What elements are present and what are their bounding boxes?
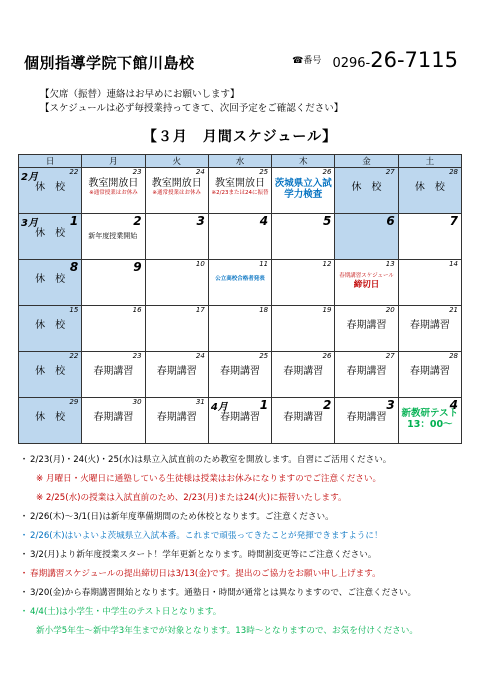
event-text: 休 校 [351, 182, 382, 193]
bullet-mark: ・ [19, 607, 29, 617]
event-text: 公立高校合格者発表 [215, 276, 265, 282]
calendar-day-cell [398, 214, 461, 260]
event-text: 春期講習 [346, 366, 387, 377]
calendar-day-cell [398, 352, 461, 398]
announcement-item [18, 527, 466, 546]
school-name: 個別指導学院下館川島校 [24, 54, 195, 72]
announcement-item [18, 546, 466, 565]
monthly-calendar [18, 154, 462, 444]
day-number: 29 [69, 398, 79, 406]
event-text: 教室開放日 [151, 178, 202, 189]
event-text: 学力検査 [284, 189, 323, 200]
event-text: 春期講習 [156, 366, 197, 377]
day-number: 21 [449, 306, 458, 314]
day-number: 27 [385, 168, 395, 176]
notice-block [40, 88, 343, 116]
calendar-day-cell [19, 398, 82, 444]
announcement-item [18, 489, 466, 508]
event-text: 春期講習 [156, 412, 197, 423]
day-number: 13 [385, 260, 395, 268]
weekday-header-row [19, 155, 462, 168]
phone-area-code: 0296- [332, 56, 371, 71]
day-number: 17 [195, 306, 205, 314]
calendar-day-cell [208, 306, 271, 352]
event-text: 春期講習 [93, 366, 134, 377]
day-number: 23 [132, 168, 142, 176]
event-text: 休 校 [35, 228, 66, 239]
day-number: 27 [385, 352, 395, 360]
calendar-body [19, 168, 462, 444]
day-number: 9 [133, 260, 142, 274]
announcement-text: 4/4(土)は小学生・中学生のテスト日となります。 [30, 607, 222, 617]
event-text: 休 校 [35, 366, 66, 377]
bullet-mark: ・ [19, 588, 29, 598]
day-number: 28 [449, 352, 458, 360]
calendar-day-cell [19, 214, 82, 260]
event-text: ※通常授業はお休み [152, 190, 201, 196]
calendar-day-cell [272, 306, 335, 352]
event-text: 締切日 [353, 280, 380, 290]
calendar-day-cell [335, 398, 398, 444]
day-number: 1 [259, 398, 269, 412]
day-number: 2 [133, 214, 142, 228]
bullet-mark: ・ [19, 531, 29, 541]
event-text: 休 校 [35, 320, 66, 331]
event-text: 新教研テスト [401, 408, 459, 419]
day-number: 22 [69, 168, 79, 176]
calendar-day-cell [398, 398, 461, 444]
calendar-day-cell [82, 168, 145, 214]
phone-label: ☎番号 [292, 56, 322, 66]
calendar-week-row [19, 352, 462, 398]
day-number: 26 [322, 168, 332, 176]
event-text: 13：00～ [407, 419, 453, 430]
event-text: 春期講習 [409, 366, 450, 377]
day-number: 8 [69, 260, 79, 274]
day-number: 25 [259, 352, 269, 360]
calendar-day-cell [272, 352, 335, 398]
calendar-day-cell [208, 260, 271, 306]
calendar-day-cell [19, 352, 82, 398]
day-number: 3 [196, 214, 205, 228]
event-text: 新年度授業開始 [88, 232, 138, 240]
day-number: 28 [449, 168, 458, 176]
announcement-text: 2/26(木)～3/1(日)は新年度準備期間のため休校となります。ご注意ください。 [30, 512, 334, 522]
calendar-day-cell [145, 352, 208, 398]
weekday-thu: 木 [272, 155, 335, 168]
announcement-item [18, 565, 466, 584]
event-text: 教室開放日 [214, 178, 265, 189]
announcement-item [18, 584, 466, 603]
event-text: 春期講習 [219, 412, 260, 423]
day-number: 22 [69, 352, 79, 360]
calendar-week-row [19, 260, 462, 306]
calendar-day-cell [398, 168, 461, 214]
day-number: 12 [322, 260, 332, 268]
day-number: 20 [385, 306, 395, 314]
event-text: ※2/23または24に振替 [211, 190, 269, 196]
phone-main-number: 26-7115 [370, 48, 458, 72]
event-text: 春期講習 [409, 320, 450, 331]
event-text: 休 校 [414, 182, 445, 193]
calendar-week-row [19, 214, 462, 260]
event-text: 休 校 [35, 412, 66, 423]
calendar-day-cell [272, 214, 335, 260]
day-number: 4 [449, 398, 458, 412]
event-text: ※通常授業はお休み [89, 190, 138, 196]
calendar-day-cell [208, 168, 271, 214]
announcement-text: 3/2(月)より新年度授業スタート！学年更新となります。時間割変更等にご注意ください。 [30, 550, 377, 560]
announcement-text: 新小学5年生～新中学3年生までが対象となります。13時～となりますので、お気を付けください。 [36, 626, 418, 636]
announcement-list [18, 451, 466, 641]
calendar-day-cell [145, 306, 208, 352]
calendar-day-cell [19, 260, 82, 306]
event-text: 春期講習 [93, 412, 134, 423]
month-label: 2月 [21, 172, 38, 183]
calendar-day-cell [82, 214, 145, 260]
weekday-sun: 日 [19, 155, 82, 168]
event-text: 春期講習 [219, 366, 260, 377]
day-number: 11 [259, 260, 269, 268]
day-number: 4 [259, 214, 269, 228]
weekday-mon: 月 [82, 155, 145, 168]
event-text: 休 校 [35, 274, 66, 285]
calendar-day-cell [145, 398, 208, 444]
day-number: 10 [195, 260, 205, 268]
announcement-item [18, 508, 466, 527]
announcement-text: ※ 月曜日・火曜日に通塾している生徒様は授業はお休みになりますのでご注意ください。 [36, 474, 382, 484]
calendar-week-row [19, 398, 462, 444]
notice-line: 【スケジュールは必ず毎授業持ってきて、次回予定をご確認ください】 [40, 103, 344, 114]
announcement-item [18, 451, 466, 470]
calendar-week-row [19, 306, 462, 352]
day-number: 19 [322, 306, 332, 314]
calendar-day-cell [19, 168, 82, 214]
day-number: 16 [132, 306, 142, 314]
event-text: 春期講習 [283, 366, 324, 377]
calendar-day-cell [82, 260, 145, 306]
day-number: 18 [259, 306, 269, 314]
event-text: 教室開放日 [88, 178, 139, 189]
announcement-item [18, 603, 466, 622]
calendar-day-cell [398, 260, 461, 306]
calendar-day-cell [335, 214, 398, 260]
calendar-day-cell [82, 398, 145, 444]
day-number: 7 [449, 214, 458, 228]
calendar-day-cell [398, 306, 461, 352]
calendar-day-cell [335, 168, 398, 214]
calendar-day-cell [145, 214, 208, 260]
calendar-day-cell [145, 260, 208, 306]
event-text: 春期講習 [283, 412, 324, 423]
day-number: 1 [69, 214, 79, 228]
day-number: 5 [323, 214, 332, 228]
announcement-text: 2/26(木)はいよいよ茨城県立入試本番。これまで頑張ってきたことが発揮できますように！ [30, 531, 383, 541]
day-number: 26 [322, 352, 332, 360]
calendar-day-cell [145, 168, 208, 214]
day-number: 14 [449, 260, 458, 268]
calendar-day-cell [272, 260, 335, 306]
weekday-tue: 火 [145, 155, 208, 168]
calendar-day-cell [82, 306, 145, 352]
day-number: 3 [386, 398, 395, 412]
weekday-fri: 金 [335, 155, 398, 168]
calendar-week-row [19, 168, 462, 214]
announcement-text: 春期講習スケジュールの提出締切日は3/13(金)です。提出のご協力をお願い申し上げます。 [30, 569, 381, 579]
day-number: 24 [195, 352, 205, 360]
phone-number [292, 48, 458, 72]
day-number: 25 [259, 168, 269, 176]
calendar-day-cell [208, 352, 271, 398]
calendar-day-cell [335, 260, 398, 306]
announcement-item [18, 622, 466, 641]
event-text: 春期講習スケジュール [339, 273, 394, 279]
calendar-day-cell [208, 398, 271, 444]
calendar-day-cell [272, 398, 335, 444]
notice-line: 【欠席（振替）連絡はお早めにお願いします】 [40, 89, 240, 100]
event-text: 春期講習 [346, 320, 387, 331]
bullet-mark: ・ [19, 550, 29, 560]
bullet-mark: ・ [19, 512, 29, 522]
announcement-text: ※ 2/25(水)の授業は入試直前のため、2/23(月)または24(火)に振替いたします。 [36, 493, 347, 503]
calendar-day-cell [82, 352, 145, 398]
calendar-day-cell [272, 168, 335, 214]
event-text: 休 校 [35, 182, 66, 193]
day-number: 30 [132, 398, 142, 406]
event-text: 茨城県立入試 [274, 178, 332, 189]
announcement-text: 3/20(金)から春期講習開始となります。通塾日・時間が通常とは異なりますので、ご注意ください。 [30, 588, 417, 598]
month-label: 3月 [21, 218, 38, 229]
weekday-sat: 土 [398, 155, 461, 168]
day-number: 2 [323, 398, 332, 412]
announcement-text: 2/23(月)・24(火)・25(水)は県立入試直前のため教室を開放します。自習にご活用ください。 [30, 455, 392, 465]
event-text: 春期講習 [346, 412, 387, 423]
month-label: 4月 [210, 402, 228, 413]
calendar-day-cell [19, 306, 82, 352]
day-number: 24 [195, 168, 205, 176]
bullet-mark: ・ [19, 569, 29, 579]
calendar-day-cell [208, 214, 271, 260]
day-number: 31 [195, 398, 205, 406]
calendar-day-cell [335, 306, 398, 352]
bullet-mark: ・ [19, 455, 29, 465]
calendar-day-cell [335, 352, 398, 398]
day-number: 6 [386, 214, 395, 228]
calendar-title: 【３月 月間スケジュール】 [142, 129, 338, 145]
announcement-item [18, 470, 466, 489]
day-number: 23 [132, 352, 142, 360]
weekday-wed: 水 [208, 155, 271, 168]
day-number: 15 [69, 306, 79, 314]
